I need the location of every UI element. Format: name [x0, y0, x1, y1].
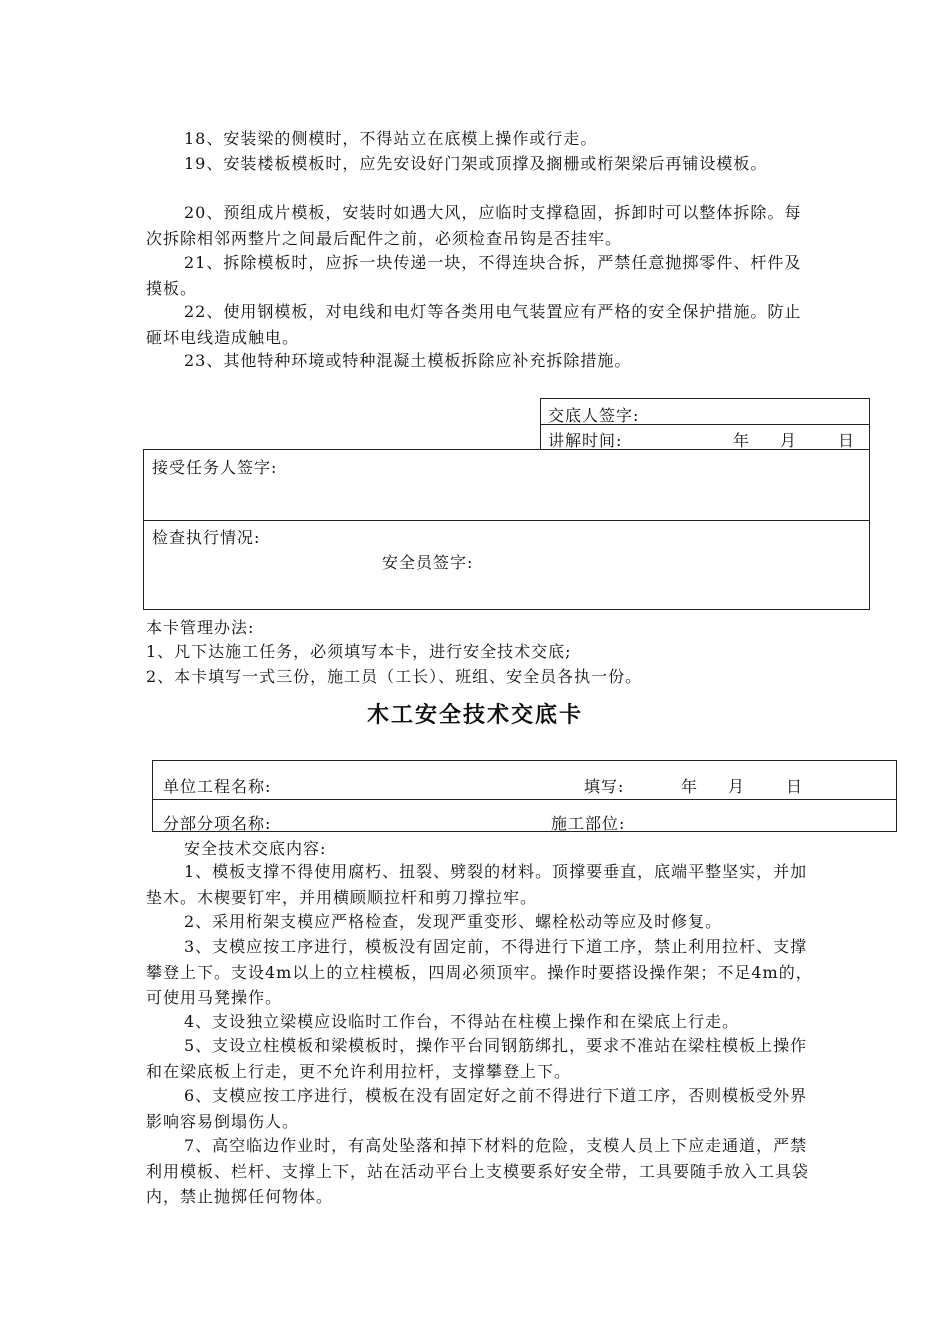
rule-7: 7、高空临边作业时，有高处坠落和掉下材料的危险，支模人员上下应走通道，严禁利用模板、栏杆、支撑上下，站在活动平台上支模要系好安全带，工具要随手放入工具袋内，禁止抛掷任何物体。	[146, 1136, 810, 1206]
check-label: 检查执行情况:	[152, 528, 261, 547]
content-label: 安全技术交底内容:	[184, 839, 327, 858]
item-21: 21、拆除模板时，应拆一块传递一块，不得连块合拆，严禁任意抛掷零件、杆件及摸板。	[146, 253, 802, 298]
safety-officer-label: 安全员签字:	[382, 553, 474, 572]
item-23: 23、其他特种环境或特种混凝土模板拆除应补充拆除措施。	[184, 351, 632, 370]
site-label: 施工部位:	[551, 814, 626, 833]
fill-month: 月	[728, 777, 746, 796]
rule-6: 6、支模应按工序进行，模板在没有固定好之前不得进行下道工序，否则模板受外界影响容易倒塌伤人。	[146, 1086, 808, 1131]
fill-label: 填写:	[584, 777, 625, 796]
rule-4: 4、支设独立梁模应设临时工作台，不得站在柱模上操作和在梁底上行走。	[184, 1012, 740, 1031]
item-19: 19、安装楼板模板时，应先安设好门架或顶撑及搁栅或桁架梁后再铺设模板。	[184, 154, 768, 173]
receiver-label: 接受任务人签字:	[152, 458, 278, 477]
rule-3: 3、支模应按工序进行，模板没有固定前，不得进行下道工序，禁止利用拉杆、支撑攀登上下。支设4m以上的立柱模板，四周必须顶牢。操作时要搭设操作架；不足4m的，可使用马凳操作。	[146, 937, 813, 1007]
item-18: 18、安装梁的侧模时，不得站立在底模上操作或行走。	[184, 129, 598, 148]
card-title: 木工安全技术交底卡	[366, 703, 583, 728]
time-day: 日	[838, 431, 856, 450]
fill-day: 日	[786, 777, 804, 796]
rule-1: 1、模板支撑不得使用腐朽、扭裂、劈裂的材料。顶撑要垂直，底端平整坚实，并加垫木。木楔要钉牢，并用横顾顺拉杆和剪刀撑拉牢。	[146, 862, 808, 907]
unit-label: 单位工程名称:	[163, 777, 272, 796]
management-title: 本卡管理办法:	[146, 618, 255, 637]
item-22: 22、使用钢模板，对电线和电灯等各类用电气装置应有严格的安全保护措施。防止砸坏电线造成触电。	[146, 302, 802, 347]
item-20: 20、预组成片模板，安装时如遇大风，应临时支撑稳固，拆卸时可以整体拆除。每次拆除相邻两整片之间最后配件之前，必须检查吊钩是否挂牢。	[146, 203, 802, 248]
time-year: 年	[733, 431, 751, 450]
time-month: 月	[780, 431, 798, 450]
rule-5: 5、支设立柱模板和梁模板时，操作平台同钢筋绑扎，要求不准站在梁柱模板上操作和在梁底板上行走，更不允许利用拉杆，支撑攀登上下。	[146, 1036, 808, 1081]
time-label: 讲解时间:	[548, 431, 623, 450]
signer-label: 交底人签字:	[548, 406, 640, 425]
management-rule-2: 2、本卡填写一式三份，施工员（工长）、班组、安全员各执一份。	[146, 667, 643, 686]
management-rule-1: 1、凡下达施工任务，必须填写本卡，进行安全技术交底;	[146, 642, 572, 661]
fill-year: 年	[681, 777, 699, 796]
sub-label: 分部分项名称:	[163, 814, 272, 833]
rule-2: 2、采用桁架支模应严格检查，发现严重变形、螺栓松动等应及时修复。	[184, 912, 723, 931]
